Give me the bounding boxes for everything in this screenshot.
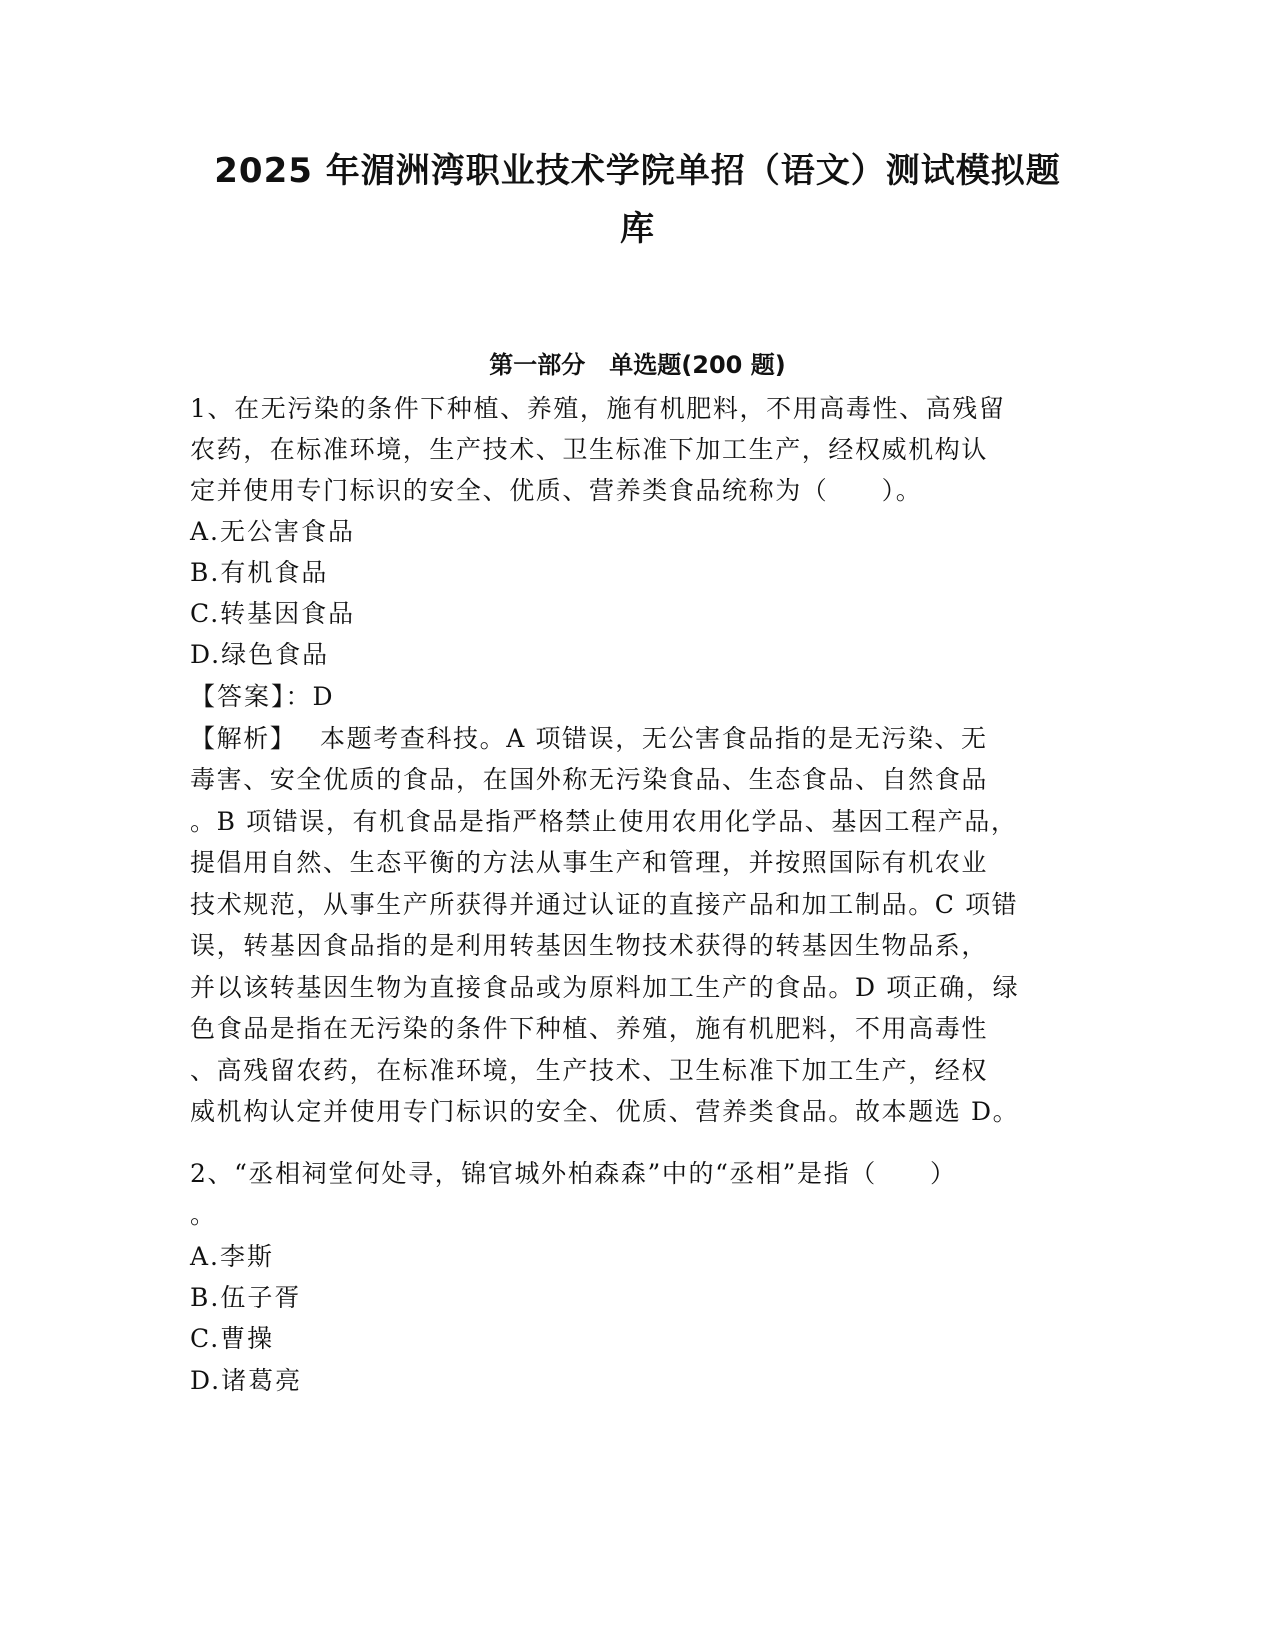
question-1-stem-line: 1、在无污染的条件下种植、养殖，施有机肥料，不用高毒性、高残留 bbox=[190, 394, 1006, 423]
question-2-option-d: D.诸葛亮 bbox=[190, 1366, 303, 1395]
question-1-analysis-line: 威机构认定并使用专门标识的安全、优质、营养类食品。故本题选 D。 bbox=[190, 1097, 1020, 1126]
question-1-option-d: D.绿色食品 bbox=[190, 640, 330, 669]
question-1-analysis-line: 。B 项错误，有机食品是指严格禁止使用农用化学品、基因工程产品， bbox=[190, 807, 1018, 836]
question-1-analysis-line: 并以该转基因生物为直接食品或为原料加工生产的食品。D 项正确，绿 bbox=[190, 973, 1020, 1002]
document-title bbox=[180, 142, 1095, 258]
question-1-answer: 【答案】：D bbox=[190, 682, 335, 711]
question-2-option-b: B.伍子胥 bbox=[190, 1283, 302, 1312]
question-1-analysis-line: 、高残留农药，在标准环境，生产技术、卫生标准下加工生产，经权 bbox=[190, 1056, 989, 1085]
question-2-option-c: C.曹操 bbox=[190, 1324, 275, 1353]
question-1-analysis-line: 技术规范，从事生产所获得并通过认证的直接产品和加工制品。C 项错 bbox=[190, 890, 1019, 919]
question-1-option-a: A.无公害食品 bbox=[190, 517, 356, 546]
question-2-stem-line: 2、“丞相祠堂何处寻，锦官城外柏森森”中的“丞相”是指（ ） bbox=[190, 1159, 957, 1188]
question-1-analysis-line: 色食品是指在无污染的条件下种植、养殖，施有机肥料，不用高毒性 bbox=[190, 1014, 989, 1043]
question-1-option-c: C.转基因食品 bbox=[190, 599, 356, 628]
question-1-option-b: B.有机食品 bbox=[190, 558, 329, 587]
question-1-analysis-line: 毒害、安全优质的食品，在国外称无污染食品、生态食品、自然食品 bbox=[190, 765, 989, 794]
section-title: 第一部分 单选题(200 题) bbox=[489, 351, 786, 379]
question-1-stem-line: 定并使用专门标识的安全、优质、营养类食品统称为（ ）。 bbox=[190, 476, 923, 505]
document-title-line-1: 2025 年湄洲湾职业技术学院单招（语文）测试模拟题 bbox=[214, 151, 1061, 191]
question-2-option-a: A.李斯 bbox=[190, 1242, 275, 1271]
document-title-line-2: 库 bbox=[620, 209, 655, 249]
question-2-stem-line: 。 bbox=[190, 1200, 217, 1229]
question-1-analysis-line: 提倡用自然、生态平衡的方法从事生产和管理，并按照国际有机农业 bbox=[190, 848, 989, 877]
question-1-stem-line: 农药，在标准环境，生产技术、卫生标准下加工生产，经权威机构认 bbox=[190, 435, 989, 464]
question-1-analysis-line: 误，转基因食品指的是利用转基因生物技术获得的转基因生物品系， bbox=[190, 931, 989, 960]
question-1-analysis-line: 【解析】 本题考查科技。A 项错误，无公害食品指的是无污染、无 bbox=[190, 724, 988, 753]
